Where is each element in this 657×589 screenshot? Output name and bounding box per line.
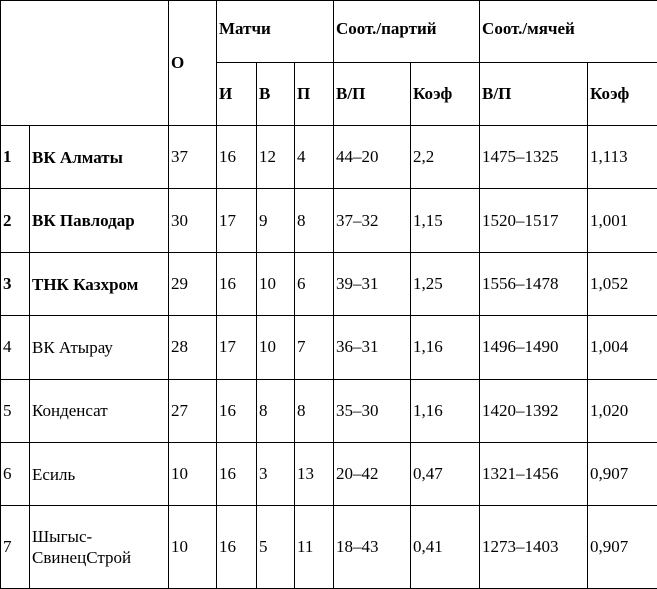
lost-cell: 13 bbox=[295, 443, 334, 506]
sets-cell: 37–32 bbox=[334, 189, 411, 252]
team-cell: ТНК Казхром bbox=[30, 252, 169, 315]
position-cell: 4 bbox=[1, 316, 30, 379]
played-cell: 16 bbox=[217, 506, 257, 589]
points-cell: 10 bbox=[169, 443, 217, 506]
points-cell: 27 bbox=[169, 379, 217, 442]
header-matches-group: Матчи bbox=[217, 1, 334, 63]
header-blank-cell bbox=[1, 1, 169, 126]
position-cell: 1 bbox=[1, 126, 30, 189]
played-cell: 17 bbox=[217, 316, 257, 379]
table-row bbox=[1, 316, 657, 379]
position-cell: 5 bbox=[1, 379, 30, 442]
header-sets-group: Соот./партий bbox=[334, 1, 480, 63]
balls-cell: 1420–1392 bbox=[480, 379, 588, 442]
sets-cell: 36–31 bbox=[334, 316, 411, 379]
points-cell: 28 bbox=[169, 316, 217, 379]
team-cell: ВК Алматы bbox=[30, 126, 169, 189]
balls-cell: 1273–1403 bbox=[480, 506, 588, 589]
points-cell: 10 bbox=[169, 506, 217, 589]
table-row bbox=[1, 126, 657, 189]
balls-cell: 1496–1490 bbox=[480, 316, 588, 379]
sets-cell: 39–31 bbox=[334, 252, 411, 315]
balls-coef-cell: 1,113 bbox=[588, 126, 657, 189]
team-cell: Есиль bbox=[30, 443, 169, 506]
played-cell: 17 bbox=[217, 189, 257, 252]
header-points: О bbox=[169, 1, 217, 126]
sets-coef-cell: 1,25 bbox=[411, 252, 480, 315]
lost-cell: 8 bbox=[295, 379, 334, 442]
balls-coef-cell: 0,907 bbox=[588, 506, 657, 589]
balls-coef-cell: 1,001 bbox=[588, 189, 657, 252]
lost-cell: 6 bbox=[295, 252, 334, 315]
table-row bbox=[1, 252, 657, 315]
sets-cell: 20–42 bbox=[334, 443, 411, 506]
balls-cell: 1520–1517 bbox=[480, 189, 588, 252]
lost-cell: 8 bbox=[295, 189, 334, 252]
balls-coef-cell: 0,907 bbox=[588, 443, 657, 506]
header-lost: П bbox=[295, 63, 334, 126]
points-cell: 29 bbox=[169, 252, 217, 315]
header-sets-wl: В/П bbox=[334, 63, 411, 126]
played-cell: 16 bbox=[217, 126, 257, 189]
sets-cell: 44–20 bbox=[334, 126, 411, 189]
balls-coef-cell: 1,004 bbox=[588, 316, 657, 379]
balls-cell: 1556–1478 bbox=[480, 252, 588, 315]
lost-cell: 7 bbox=[295, 316, 334, 379]
sets-coef-cell: 0,47 bbox=[411, 443, 480, 506]
header-sets-coef: Коэф bbox=[411, 63, 480, 126]
lost-cell: 11 bbox=[295, 506, 334, 589]
sets-coef-cell: 0,41 bbox=[411, 506, 480, 589]
header-row-top bbox=[1, 1, 657, 63]
team-cell: Конденсат bbox=[30, 379, 169, 442]
table-row bbox=[1, 506, 657, 589]
played-cell: 16 bbox=[217, 252, 257, 315]
header-balls-coef: Коэф bbox=[588, 63, 657, 126]
balls-cell: 1321–1456 bbox=[480, 443, 588, 506]
position-cell: 6 bbox=[1, 443, 30, 506]
points-cell: 30 bbox=[169, 189, 217, 252]
sets-cell: 18–43 bbox=[334, 506, 411, 589]
sets-coef-cell: 2,2 bbox=[411, 126, 480, 189]
sets-coef-cell: 1,16 bbox=[411, 379, 480, 442]
team-cell: ВК Павлодар bbox=[30, 189, 169, 252]
won-cell: 10 bbox=[257, 252, 295, 315]
sets-coef-cell: 1,15 bbox=[411, 189, 480, 252]
points-cell: 37 bbox=[169, 126, 217, 189]
team-cell: ВК Атырау bbox=[30, 316, 169, 379]
sets-coef-cell: 1,16 bbox=[411, 316, 480, 379]
played-cell: 16 bbox=[217, 443, 257, 506]
won-cell: 8 bbox=[257, 379, 295, 442]
won-cell: 3 bbox=[257, 443, 295, 506]
won-cell: 12 bbox=[257, 126, 295, 189]
won-cell: 5 bbox=[257, 506, 295, 589]
sets-cell: 35–30 bbox=[334, 379, 411, 442]
table-row bbox=[1, 189, 657, 252]
balls-coef-cell: 1,020 bbox=[588, 379, 657, 442]
header-balls-group: Соот./мячей bbox=[480, 1, 657, 63]
header-won: В bbox=[257, 63, 295, 126]
team-cell: Шыгыс-СвинецСтрой bbox=[30, 506, 169, 589]
position-cell: 3 bbox=[1, 252, 30, 315]
table-row bbox=[1, 379, 657, 442]
played-cell: 16 bbox=[217, 379, 257, 442]
won-cell: 10 bbox=[257, 316, 295, 379]
won-cell: 9 bbox=[257, 189, 295, 252]
header-played: И bbox=[217, 63, 257, 126]
header-balls-wl: В/П bbox=[480, 63, 588, 126]
position-cell: 2 bbox=[1, 189, 30, 252]
balls-coef-cell: 1,052 bbox=[588, 252, 657, 315]
lost-cell: 4 bbox=[295, 126, 334, 189]
position-cell: 7 bbox=[1, 506, 30, 589]
balls-cell: 1475–1325 bbox=[480, 126, 588, 189]
table-row bbox=[1, 443, 657, 506]
